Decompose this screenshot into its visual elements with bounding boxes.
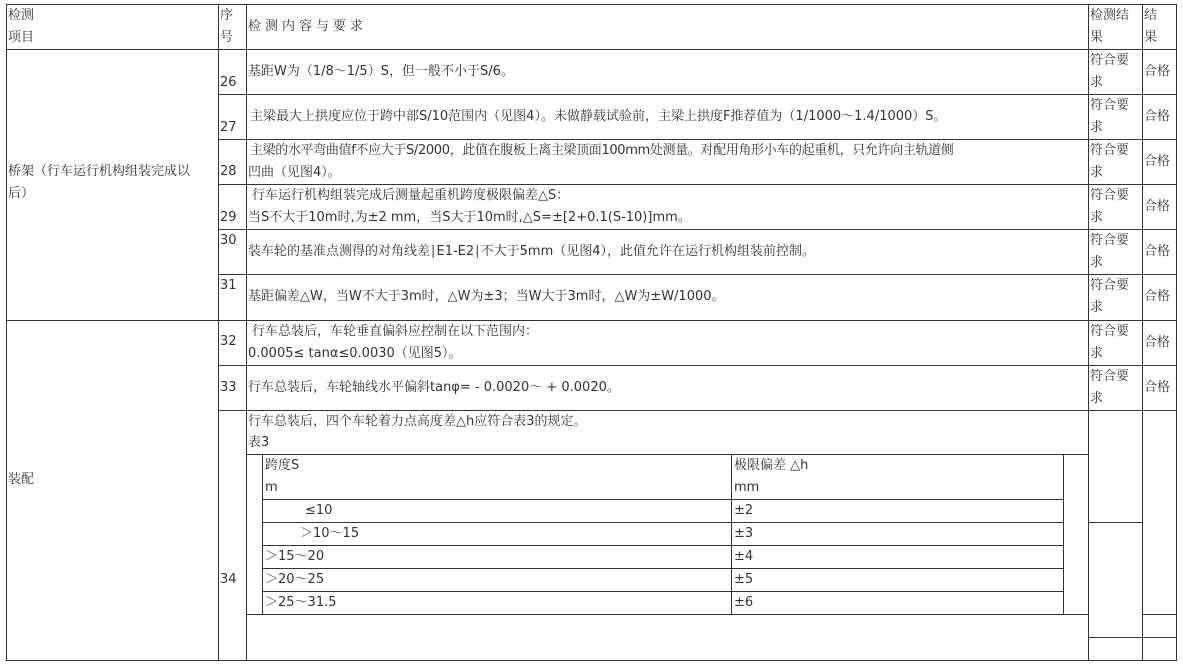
subtable-span-cell: ＞20～25 (265, 572, 325, 587)
row-requirement: 行车总装后，车轮垂直偏斜应控制在以下范围内： (252, 324, 539, 339)
row-verdict: 合格 (1144, 199, 1171, 214)
row-seq: 26 (220, 75, 237, 90)
subtable-dev-cell: ±2 (734, 503, 754, 518)
row-requirement: 当S不大于10m时,为±2 mm，当S大于10m时,△S=±[2+0.1(S-10)]mm。 (248, 210, 691, 225)
row-requirement: 主梁最大上拱度应位于跨中部S/10范围内（见图4）。未做静载试验前，主梁上拱度F推荐值为（1/1000～1.4/1000）S。 (250, 109, 947, 124)
row-result: 求 (1090, 346, 1104, 361)
row-requirement: 主梁的水平弯曲值f不应大于S/2000，此值在腹板上离主梁顶面100mm处测量。对配用角形小车的起重机，只允许向主轨道侧 (250, 143, 954, 158)
row-result: 求 (1090, 75, 1104, 90)
row-seq: 30 (220, 233, 237, 248)
row-result: 符合要 (1090, 98, 1130, 113)
subtable-span-cell: ＞15～20 (265, 549, 325, 564)
row-result: 求 (1090, 300, 1104, 315)
row-result: 求 (1090, 165, 1104, 180)
subtable-dev-header: mm (734, 480, 760, 495)
row-requirement: 行车总装后，四个车轮着力点高度差△h应符合表3的规定。 (248, 414, 587, 429)
row-result: 符合要 (1090, 188, 1130, 203)
subtable-dev-cell: ±5 (734, 572, 754, 587)
row-requirement: 0.0005≤ tanα≤0.0030（见图5）。 (248, 346, 462, 361)
row-result: 求 (1090, 210, 1104, 225)
row-result: 符合要 (1090, 143, 1130, 158)
header-verdict-label: 结 (1144, 8, 1158, 23)
row-seq: 31 (220, 278, 237, 293)
row-requirement: 基距偏差△W，当W不大于3m时，△W为±3；当W大于3m时，△W为±W/1000。 (248, 289, 725, 304)
row-verdict: 合格 (1144, 244, 1171, 259)
header-item-label: 项目 (8, 30, 35, 45)
row-verdict: 合格 (1144, 335, 1171, 350)
row-seq: 28 (220, 164, 237, 179)
row-result: 符合要 (1090, 278, 1130, 293)
row-verdict: 合格 (1144, 109, 1171, 124)
row-seq: 29 (220, 210, 237, 225)
subtable-dev-cell: ±3 (734, 526, 754, 541)
header-result-label: 检测结 (1090, 8, 1130, 23)
group-assembly-label: 装配 (8, 472, 35, 487)
row-requirement: 凹曲（见图4）。 (248, 165, 341, 180)
subtable-span-cell: ＞10～15 (300, 526, 360, 541)
row-requirement: 行车总装后，车轮轴线水平偏斜tanφ= - 0.0020～ + 0.0020。 (248, 380, 620, 395)
header-seq-label: 序 (220, 8, 234, 23)
header-content-label: 检测内容与要求 (248, 19, 368, 34)
subtable-dev-cell: ±6 (734, 595, 754, 610)
row-verdict: 合格 (1144, 289, 1171, 304)
row-requirement: 装车轮的基准点测得的对角线差∣E1-E2∣不大于5mm（见图4），此值允许在运行机构组装前控制。 (248, 244, 816, 259)
subtable-dev-cell: ±4 (734, 549, 754, 564)
row-requirement: 基距W为（1/8～1/5）S，但一般不小于S/6。 (248, 64, 514, 79)
subtable-span-cell: ≤10 (305, 503, 333, 518)
row-result: 符合要 (1090, 324, 1130, 339)
row-seq: 33 (220, 380, 237, 395)
subtable-span-cell: ＞25～31.5 (265, 595, 337, 610)
row-seq: 32 (220, 334, 237, 349)
row-result: 求 (1090, 120, 1104, 135)
row-requirement: 行车运行机构组装完成后测量起重机跨度极限偏差△S： (252, 188, 570, 203)
subtable-span-header: m (265, 480, 278, 495)
row-result: 符合要 (1090, 233, 1130, 248)
subtable-span-header: 跨度S (265, 458, 300, 473)
row-result: 求 (1090, 255, 1104, 270)
row-verdict: 合格 (1144, 64, 1171, 79)
group-bridge-label: 后） (8, 186, 35, 201)
header-item-label: 检测 (8, 8, 35, 23)
row-verdict: 合格 (1144, 380, 1171, 395)
header-seq-label: 号 (220, 30, 234, 45)
row-verdict: 合格 (1144, 154, 1171, 169)
row-result: 求 (1090, 391, 1104, 406)
group-bridge-label: 桥架（行车运行机构组装完成以 (8, 164, 191, 179)
row-result: 符合要 (1090, 53, 1130, 68)
row-result: 符合要 (1090, 369, 1130, 384)
header-result-label: 果 (1090, 30, 1104, 45)
row-seq: 34 (220, 572, 237, 587)
table-caption: 表3 (248, 435, 270, 450)
row-seq: 27 (220, 120, 237, 135)
header-verdict-label: 果 (1144, 30, 1158, 45)
subtable-dev-header: 极限偏差 △h (734, 458, 809, 473)
